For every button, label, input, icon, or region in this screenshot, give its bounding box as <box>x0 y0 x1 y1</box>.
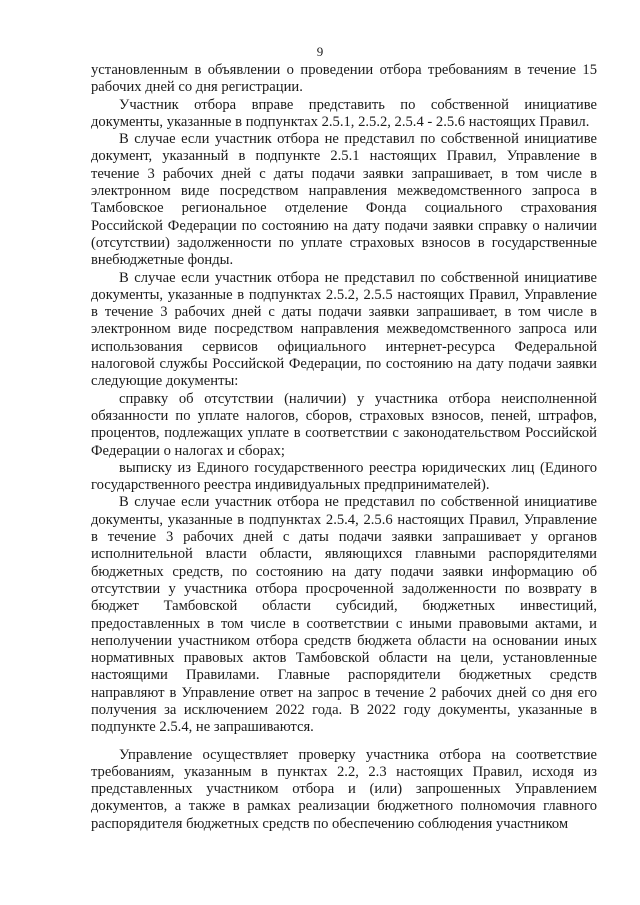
paragraph: Управление осуществляет проверку участника отбора на соответствие требованиям, указанным в пунктах 2.2, 2.3 настоящих Правил, исходя из представленных участником отбора и (или) запрошенных Управлением документов, а также в рамках реализации бюджетного полномочия главного распорядителя бюджетных средств по обеспечению соблюдения участником <box>91 746 597 832</box>
document-body <box>91 62 597 833</box>
paragraph-continuation: установленным в объявлении о проведении отбора требованиям в течение 15 рабочих дней со дня регистрации. <box>91 62 597 96</box>
page-number: 9 <box>316 44 324 59</box>
paragraph-list-item: выписку из Единого государственного реестра юридических лиц (Единого государственного реестра индивидуальных предпринимателей). <box>91 459 597 494</box>
paragraph: Участник отбора вправе представить по собственной инициативе документы, указанные в подпунктах 2.5.1, 2.5.2, 2.5.4 - 2.5.6 настоящих Правил. <box>91 96 597 130</box>
paragraph: В случае если участник отбора не представил по собственной инициативе документ, указанный в подпункте 2.5.1 настоящих Правил, Управление в течение 3 рабочих дней с даты подачи заявки запрашивает, в том числе в электронном виде посредством направления межведомственного запроса в Тамбовское региональное отделение Фонда социального страхования Российской Федерации по состоянию на дату подачи заявки справку о наличии (отсутствии) задолженности по уплате страховых взносов в государственные внебюджетные фонды. <box>91 131 597 269</box>
paragraph-list-item: справку об отсутствии (наличии) у участника отбора неисполненной обязанности по уплате налогов, сборов, страховых взносов, пеней, штрафов, процентов, подлежащих уплате в соответствии с законодательством Российской Федерации о налогах и сборах; <box>91 390 597 459</box>
paragraph: В случае если участник отбора не представил по собственной инициативе документы, указанные в подпунктах 2.5.4, 2.5.6 настоящих Правил, Управление в течение 3 рабочих дней с даты подачи заявки запрашивает у органов исполнительной власти области, являющихся главными распорядителями бюджетных средств, по состоянию на дату подачи заявки информацию об отсутствии у участника отбора просроченной задолженности по возврату в бюджет Тамбовской области субсидий, бюджетных инвестиций, предоставленных в том числе в соответствии с иными правовыми актами, и неполучении участником отбора средств бюджета области на основании иных нормативных правовых актов Тамбовской области на цели, установленные настоящими Правилами. Главные распорядители бюджетных средств направляют в Управление ответ на запрос в течение 2 рабочих дней со дня его получения за исключением 2022 года. В 2022 году документы, указанные в подпункте 2.5.4, не запрашиваются. <box>91 494 597 736</box>
paragraph: В случае если участник отбора не представил по собственной инициативе документы, указанные в подпунктах 2.5.2, 2.5.5 настоящих Правил, Управление в течение 3 рабочих дней с даты подачи заявки запрашивает, в том числе в электронном виде посредством направления межведомственного запроса или использования сервисов официального интернет-ресурса Федеральной налоговой службы Российской Федерации, по состоянию на дату подачи заявки следующие документы: <box>91 269 597 390</box>
